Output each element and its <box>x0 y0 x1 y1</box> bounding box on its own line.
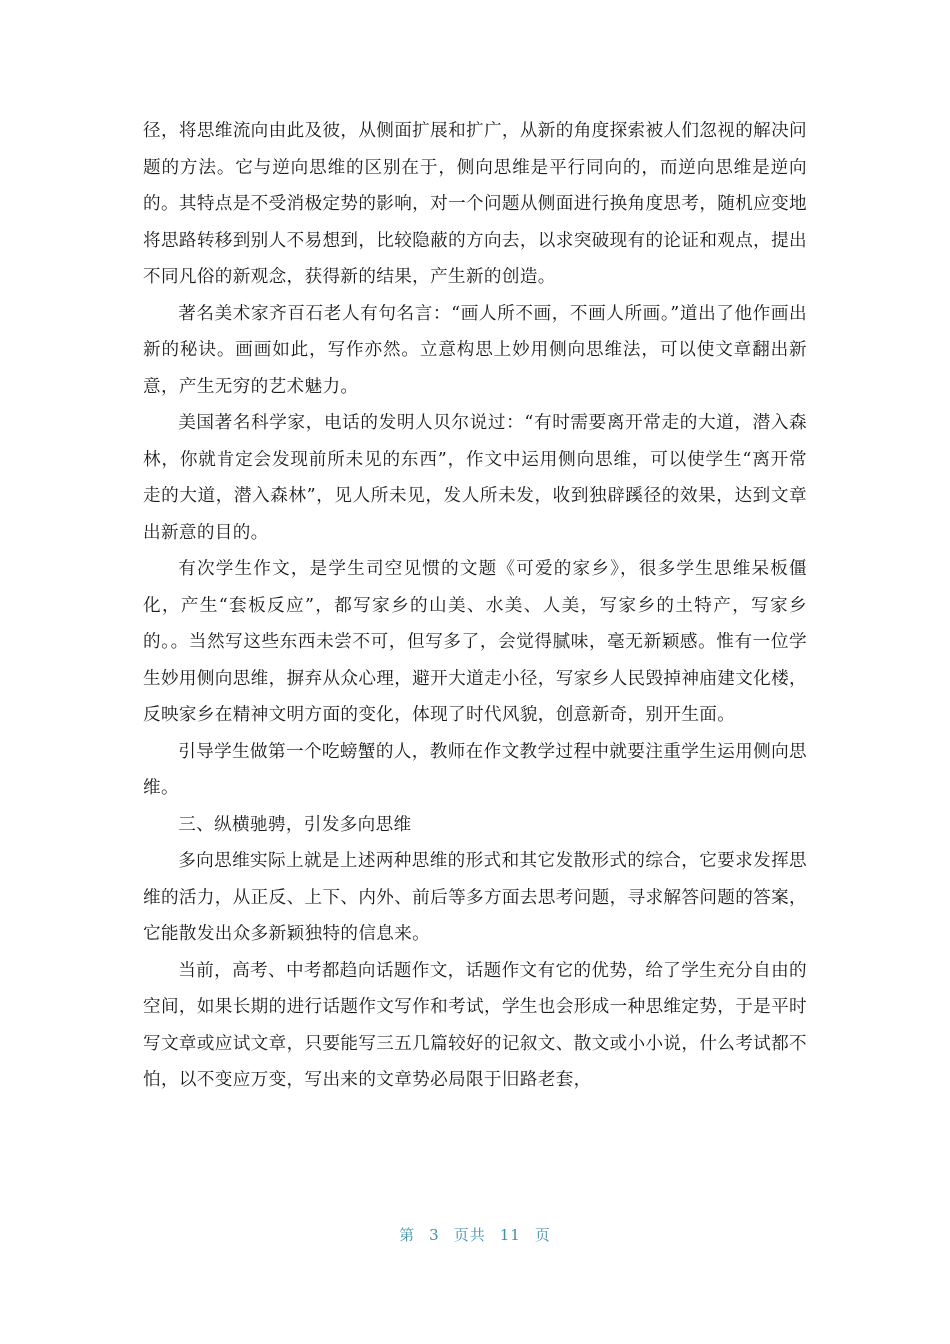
paragraph-continuation: 径，将思维流向由此及彼，从侧面扩展和扩广，从新的角度探索被人们忽视的解决问题的方法。它与逆向思维的区别在于，侧向思维是平行同向的，而逆向思维是逆向的。其特点是不受消极定势的影响，对一个问题从侧面进行换角度思考，随机应变地将思路转移到别人不易想到，比较隐蔽的方向去，以求突破现有的论证和观点，提出不同凡俗的新观念，获得新的结果，产生新的创造。 <box>143 121 807 287</box>
paragraph-hometown-essay: 有次学生作文，是学生司空见惯的文题《可爱的家乡》，很多学生思维呆板僵化，产生“套板反应”，都写家乡的山美、水美、人美，写家乡的土特产，写家乡的。。当然写这些东西未尝不可，但写多了，会觉得腻味，毫无新颖感。惟有一位学生妙用侧向思维，摒弃从众心理，避开大道走小径，写家乡人民毁掉神庙建文化楼，反映家乡在精神文明方面的变化，体现了时代风貌，创意新奇，别开生面。 <box>143 559 807 725</box>
footer-prefix: 第 <box>399 1226 416 1244</box>
footer-middle: 页共 <box>453 1226 486 1244</box>
paragraph-topic-essay: 当前，高考、中考都趋向话题作文，话题作文有它的优势，给了学生充分自由的空间，如果长期的进行话题作文写作和考试，学生也会形成一种思维定势，于是平时写文章或应试文章，只要能写三五几篇较好的记叙文、散文或小小说，什么考试都不怕，以不变应万变，写出来的文章势必局限于旧路老套， <box>143 960 807 1090</box>
footer-suffix: 页 <box>534 1226 551 1244</box>
paragraph-multidirectional-definition: 多向思维实际上就是上述两种思维的形式和其它发散形式的综合，它要求发挥思维的活力，从正反、上下、内外、前后等多方面去思考问题，寻求解答问题的答案，它能散发出众多新颖独特的信息来。 <box>143 851 807 944</box>
footer-current-page: 3 <box>429 1226 440 1244</box>
paragraph-qi-baishi-quote: 著名美术家齐百石老人有句名言：“画人所不画，不画人所画。”道出了他作画出新的秘诀。画画如此，写作亦然。立意构思上妙用侧向思维法，可以使文章翻出新意，产生无穷的艺术魅力。 <box>143 303 807 397</box>
paragraph-guide-students: 引导学生做第一个吃螃蟹的人，教师在作文教学过程中就要注重学生运用侧向思维。 <box>143 741 807 798</box>
footer-total-pages: 11 <box>499 1226 521 1244</box>
page-footer <box>0 1224 950 1245</box>
document-body <box>143 113 807 1099</box>
section-heading-multidirectional: 三、纵横驰骋，引发多向思维 <box>178 814 412 835</box>
paragraph-bell-quote: 美国著名科学家，电话的发明人贝尔说过：“有时需要离开常走的大道，潜入森林，你就肯定会发现前所未见的东西”，作文中运用侧向思维，可以使学生“离开常走的大道，潜入森林”，见人所未见，发人所未发，收到独辟蹊径的效果，达到文章出新意的目的。 <box>143 413 807 543</box>
